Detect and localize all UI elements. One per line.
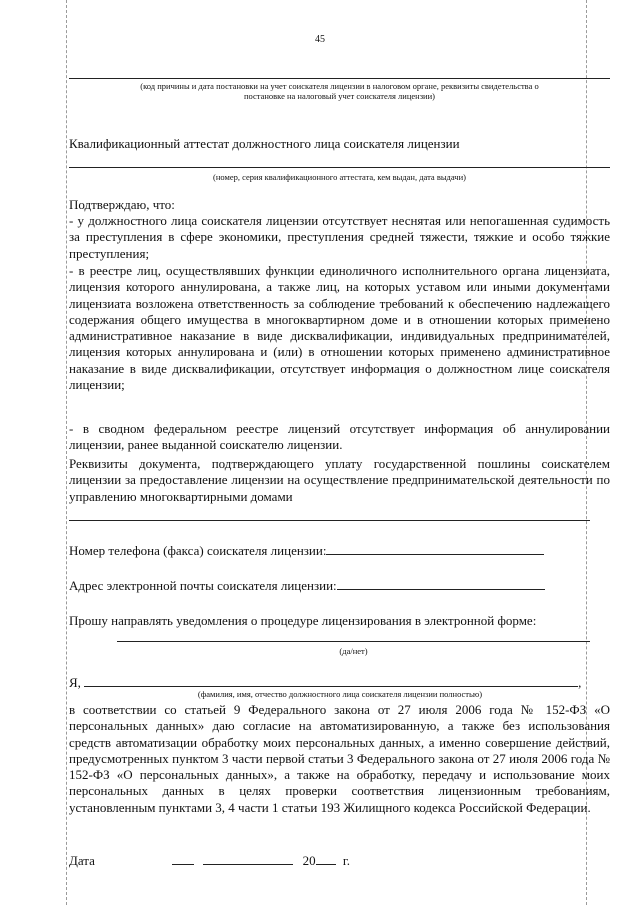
full-name-field[interactable] xyxy=(84,674,578,687)
email-row xyxy=(69,577,545,594)
attestat-title: Квалификационный аттестат должностного лица соискателя лицензии xyxy=(69,136,460,151)
tax-caption-line1: (код причины и дата постановки на учет соискателя лицензии в налоговом органе, реквизиты свидетельства о xyxy=(140,81,539,91)
confirm-item-2: - в реестре лиц, осуществлявших функции единоличного исполнительного органа лицензиата, лицензия которого аннулирована, а также лиц, на которых уставом или иными документами лицензиата возложена ответственность за соблюдение требований к обеспечению надлежащего содержания общего имущества в многоквартирном доме и в отношении которых применено административное наказание в виде дисквалификации, индивидуальных предпринимателей, лицензия которых аннулирована и (или) в отношении которых применено административное наказание в виде дисквалификации, отсутствует информация о должностном лице соискателя лицензии; xyxy=(69,263,610,393)
date-year-field[interactable] xyxy=(316,852,336,865)
tax-caption xyxy=(69,81,610,101)
payment-input-line[interactable] xyxy=(69,520,590,521)
consent-text: в соответствии со статьей 9 Федерального закона от 27 июля 2006 года № 152-ФЗ «О персональных данных» даю согласие на автоматизированную, а также без использования средств автоматизации обработку моих персональных данных, а именно совершение действий, предусмотренных пунктом 3 части первой статьи 3 Федерального закона от 27 июля 2006 года № 152-ФЗ «О персональных данных», а также на обработку, передачу и использование моих персональных данных в целях проверки соответствия лицензионным требованиям, установленным пунктами 3, 4 части 1 статьи 193 Жилищного кодекса Российской Федерации. xyxy=(69,702,610,815)
email-label: Адрес электронной почты соискателя лицензии: xyxy=(69,578,337,593)
page-number: 45 xyxy=(315,34,325,45)
left-margin-line xyxy=(66,0,67,905)
tax-info-line xyxy=(69,78,610,79)
date-row xyxy=(69,852,350,869)
full-name-caption: (фамилия, имя, отчество должностного лица соискателя лицензии полностью) xyxy=(197,689,483,699)
confirm-item-3: - в сводном федеральном реестре лицензий отсутствует информация об аннулировании лицензии, ранее выданной соискателю лицензии. xyxy=(69,421,610,453)
notify-text: Прошу направлять уведомления о процедуре лицензирования в электронной форме: xyxy=(69,613,537,628)
date-day-field[interactable] xyxy=(172,852,194,865)
date-year-prefix: 20 xyxy=(302,853,316,868)
phone-field[interactable] xyxy=(326,542,544,555)
confirm-heading: Подтверждаю, что: xyxy=(69,197,175,212)
attestat-caption: (номер, серия квалификационного аттестата, кем выдан, дата выдачи) xyxy=(213,172,466,182)
date-month-field[interactable] xyxy=(203,852,293,865)
date-suffix: г. xyxy=(342,853,351,868)
notify-caption: (да/нет) xyxy=(339,646,368,656)
consent-comma: , xyxy=(578,675,582,690)
consent-prefix: Я, xyxy=(69,675,81,690)
email-field[interactable] xyxy=(337,577,545,590)
date-label: Дата xyxy=(69,853,95,868)
phone-label: Номер телефона (факса) соискателя лицензии: xyxy=(69,543,327,558)
payment-requisites-text: Реквизиты документа, подтверждающего уплату государственной пошлины соискателем лицензии за предоставление лицензии на осуществление предпринимательской деятельности по управлению многоквартирными домами xyxy=(69,456,610,504)
tax-caption-line2: постановке на налоговый учет соискателя лицензии) xyxy=(243,91,435,101)
confirm-item-1: - у должностного лица соискателя лицензии отсутствует неснятая или непогашенная судимость за преступления в сфере экономики, преступления средней тяжести, тяжкие и особо тяжкие преступления; xyxy=(69,213,610,261)
phone-row xyxy=(69,542,544,559)
attestat-line xyxy=(69,167,610,168)
notify-answer-line[interactable] xyxy=(117,641,590,642)
